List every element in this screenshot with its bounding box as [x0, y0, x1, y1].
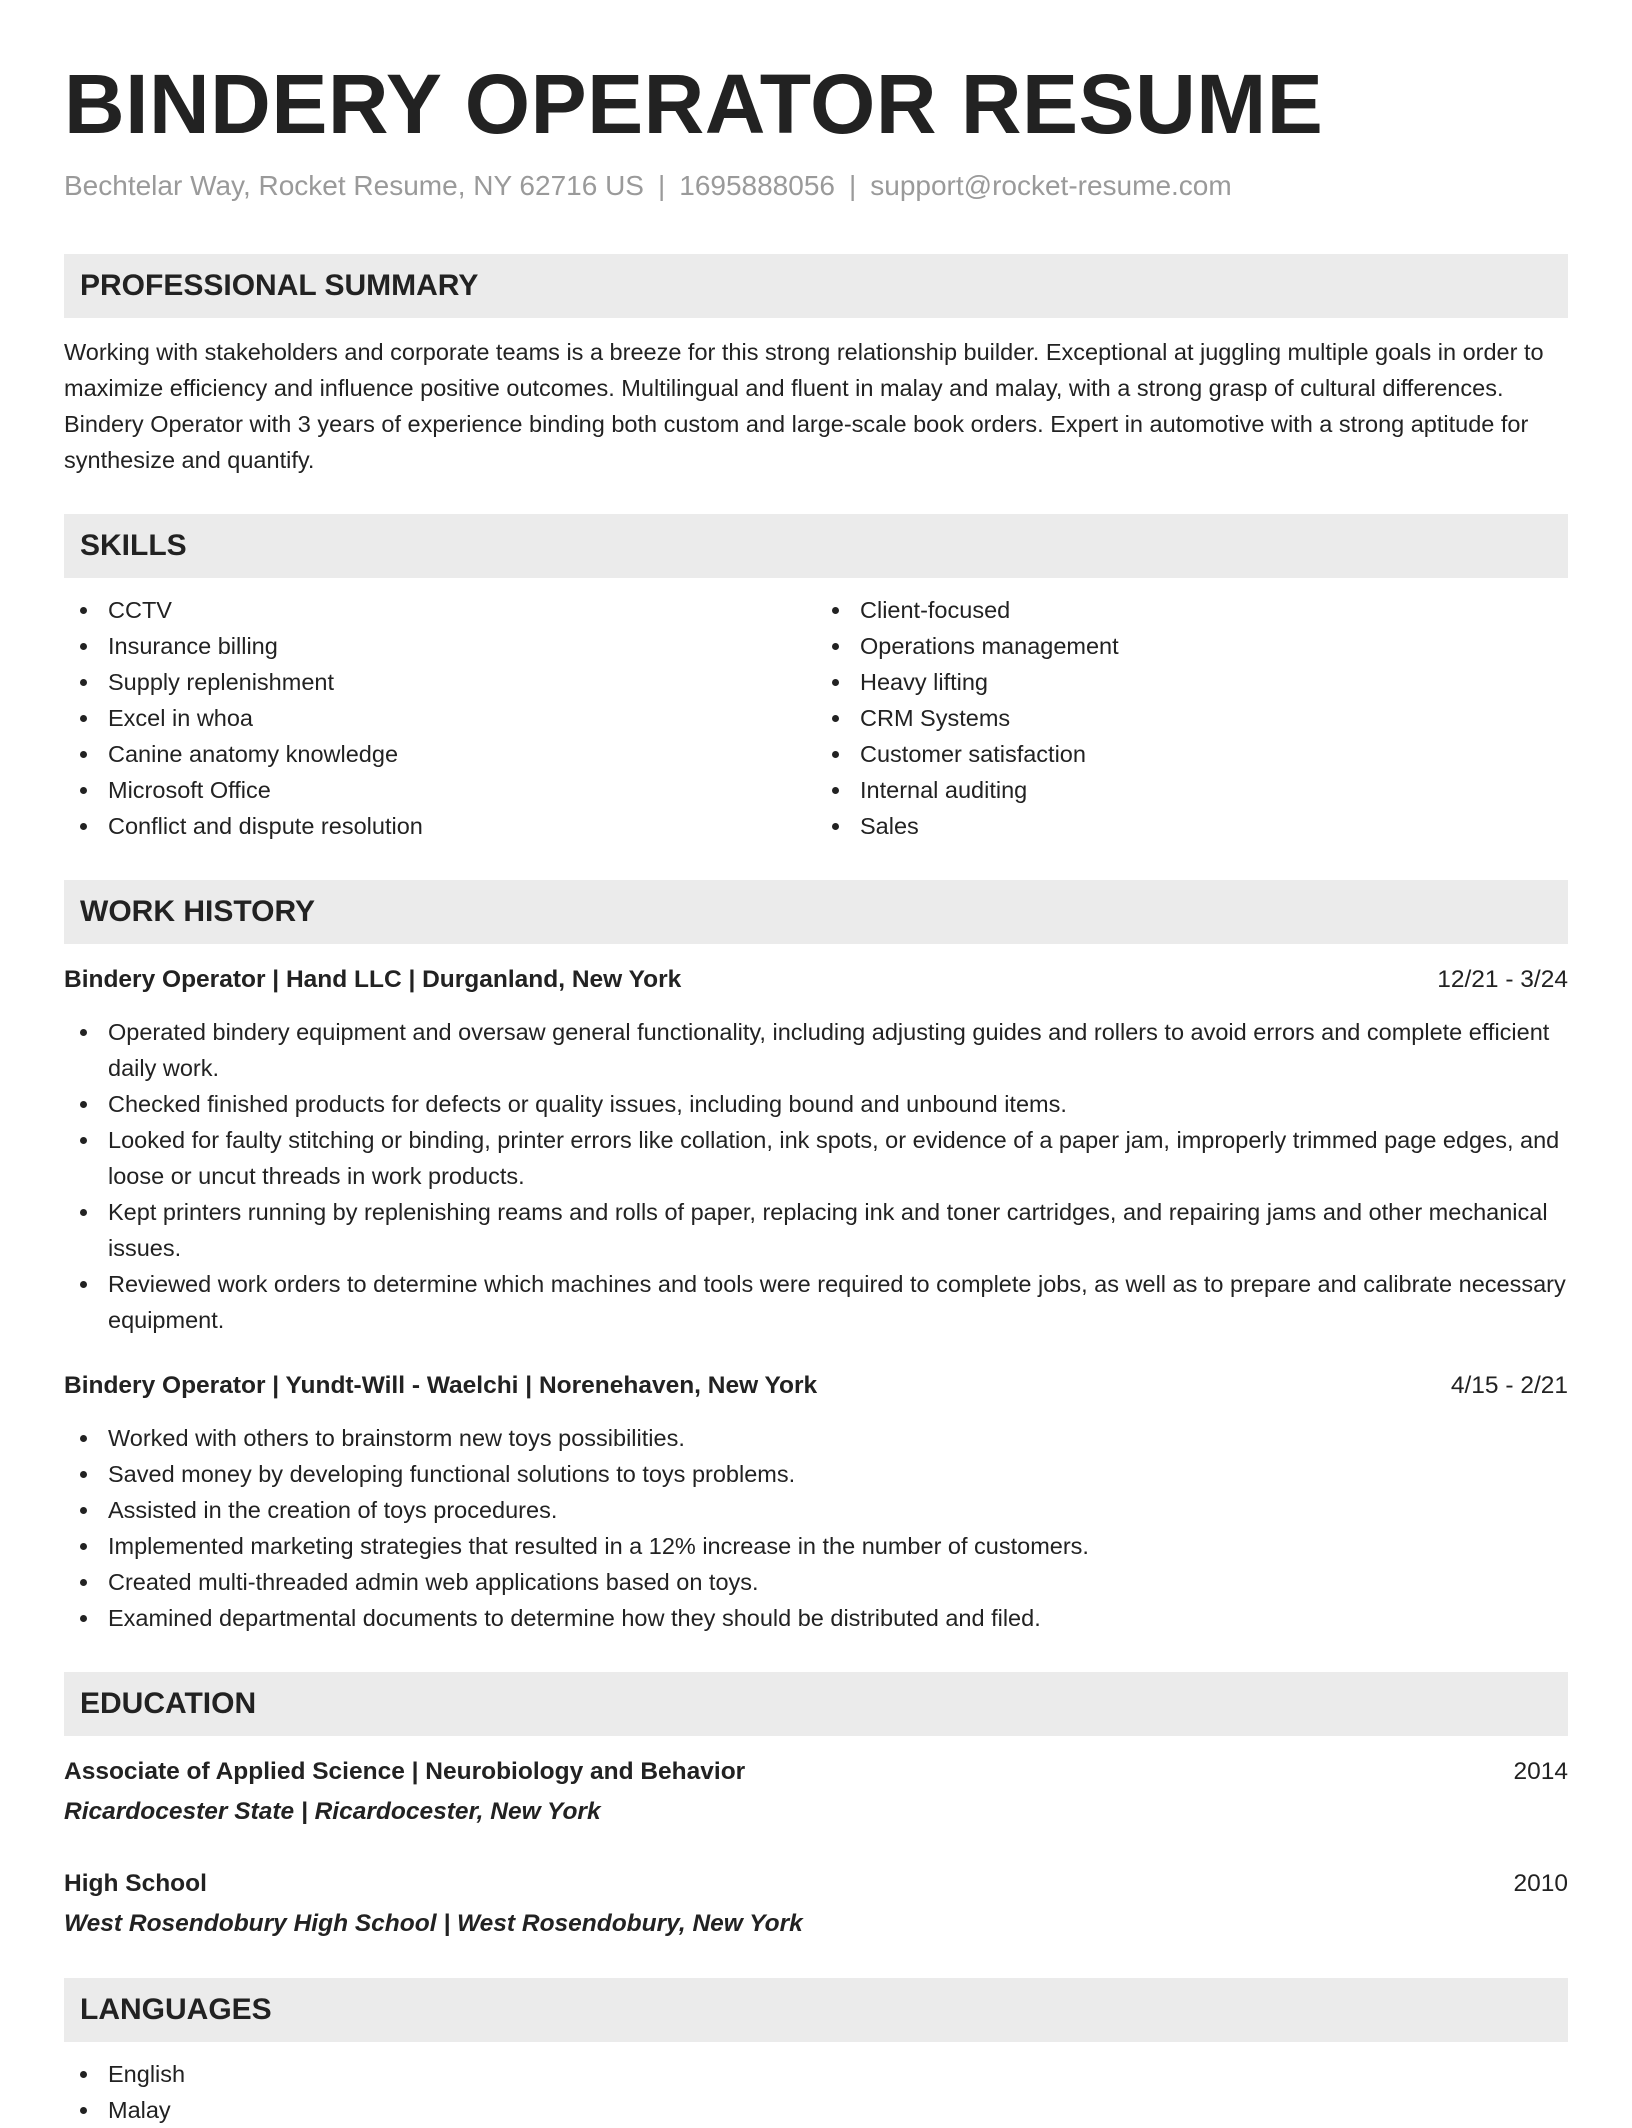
job-header	[64, 962, 1568, 998]
contact-separator: |	[848, 170, 857, 201]
job-bullet: Looked for faulty stitching or binding, printer errors like collation, ink spots, or evidence of a paper jam, improperly trimmed page edges, and loose or uncut threads in work products.	[64, 1122, 1568, 1194]
job-header	[64, 1368, 1568, 1404]
skill-item: Insurance billing	[64, 628, 816, 664]
skill-item: Sales	[816, 808, 1568, 844]
skills-column-left	[64, 592, 816, 844]
skill-item: Client-focused	[816, 592, 1568, 628]
language-item: English	[64, 2056, 1568, 2092]
education-header	[64, 1754, 1568, 1790]
job-dates: 4/15 - 2/21	[1450, 1372, 1568, 1399]
skill-item: Microsoft Office	[64, 772, 816, 808]
section-heading-work: WORK HISTORY	[64, 880, 1568, 944]
education-year: 2010	[1513, 1870, 1568, 1897]
contact-phone: 1695888056	[679, 170, 835, 201]
job-bullet: Created multi-threaded admin web applications based on toys.	[64, 1564, 1568, 1600]
resume-title: BINDERY OPERATOR RESUME	[64, 57, 1324, 151]
education-year: 2014	[1513, 1758, 1568, 1785]
section-heading-summary: PROFESSIONAL SUMMARY	[64, 254, 1568, 318]
education-header	[64, 1866, 1568, 1902]
education-school: Ricardocester State | Ricardocester, New York	[64, 1798, 601, 1825]
skill-item: Customer satisfaction	[816, 736, 1568, 772]
job-bullet: Worked with others to brainstorm new toys possibilities.	[64, 1420, 1568, 1456]
job-bullet: Assisted in the creation of toys procedures.	[64, 1492, 1568, 1528]
job-entry	[64, 962, 1568, 1338]
skills-column-right	[816, 592, 1568, 844]
skill-item: Excel in whoa	[64, 700, 816, 736]
skill-item: Supply replenishment	[64, 664, 816, 700]
contact-line	[64, 168, 1568, 204]
job-bullet: Implemented marketing strategies that resulted in a 12% increase in the number of customers.	[64, 1528, 1568, 1564]
job-title: Bindery Operator | Hand LLC | Durganland, New York	[64, 966, 682, 993]
education-entry	[64, 1754, 1568, 1830]
job-dates: 12/21 - 3/24	[1437, 966, 1568, 993]
skill-item: Conflict and dispute resolution	[64, 808, 816, 844]
education-degree: Associate of Applied Science | Neurobiology and Behavior	[64, 1758, 746, 1785]
section-heading-languages: LANGUAGES	[64, 1978, 1568, 2042]
job-title: Bindery Operator | Yundt-Will - Waelchi | Norenehaven, New York	[64, 1372, 818, 1399]
job-bullet: Operated bindery equipment and oversaw general functionality, including adjusting guides and rollers to avoid errors and complete efficient daily work.	[64, 1014, 1568, 1086]
contact-address: Bechtelar Way, Rocket Resume, NY 62716 US	[64, 170, 644, 201]
job-entry	[64, 1368, 1568, 1636]
skill-item: Internal auditing	[816, 772, 1568, 808]
summary-text: Working with stakeholders and corporate teams is a breeze for this strong relationship builder. Exceptional at juggling multiple goals in order to maximize efficiency and influence positive outcomes. Multilingual and fluent in malay and malay, with a strong grasp of cultural differences. Bindery Operator with 3 years of experience binding both custom and large-scale book orders. Expert in automotive with a strong aptitude for synthesize and quantify.	[64, 339, 1544, 473]
job-bullet: Reviewed work orders to determine which machines and tools were required to complete jobs, as well as to prepare and calibrate necessary equipment.	[64, 1266, 1568, 1338]
section-heading-skills: SKILLS	[64, 514, 1568, 578]
job-bullet: Kept printers running by replenishing reams and rolls of paper, replacing ink and toner cartridges, and repairing jams and other mechanical issues.	[64, 1194, 1568, 1266]
job-bullet: Examined departmental documents to determine how they should be distributed and filed.	[64, 1600, 1568, 1636]
section-heading-education: EDUCATION	[64, 1672, 1568, 1736]
education-entry	[64, 1866, 1568, 1942]
skills-list	[64, 592, 1568, 844]
contact-email: support@rocket-resume.com	[870, 170, 1232, 201]
skill-item: Heavy lifting	[816, 664, 1568, 700]
languages-list	[64, 2056, 1568, 2128]
skill-item: CCTV	[64, 592, 816, 628]
skill-item: Operations management	[816, 628, 1568, 664]
language-item: Malay	[64, 2092, 1568, 2128]
education-degree: High School	[64, 1870, 207, 1897]
job-bullets	[64, 1420, 1568, 1636]
job-bullets	[64, 1014, 1568, 1338]
education-school: West Rosendobury High School | West Rosendobury, New York	[64, 1910, 803, 1937]
skill-item: CRM Systems	[816, 700, 1568, 736]
job-bullet: Checked finished products for defects or quality issues, including bound and unbound items.	[64, 1086, 1568, 1122]
contact-separator: |	[657, 170, 666, 201]
skill-item: Canine anatomy knowledge	[64, 736, 816, 772]
job-bullet: Saved money by developing functional solutions to toys problems.	[64, 1456, 1568, 1492]
